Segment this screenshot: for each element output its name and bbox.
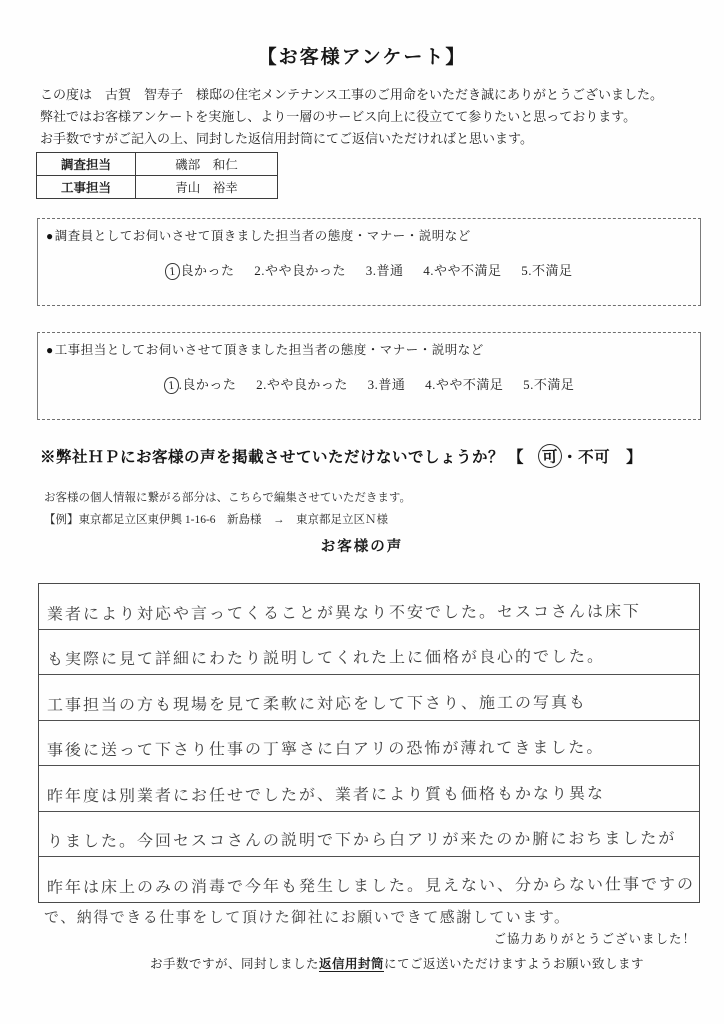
rating-option: 3.普通 [365, 263, 404, 278]
rating-option: 5.不満足 [523, 377, 575, 392]
voice-handwriting-box [38, 583, 700, 903]
survey-question-text: 調査員としてお伺いさせて頂きました担当者の態度・マナー・説明など [54, 229, 471, 243]
selected-label: 良かった [182, 377, 237, 392]
survey-box-investigator [37, 218, 701, 306]
intro-line-1: この度は 古賀 智寿子 様邸の住宅メンテナンス工事のご用命をいただき誠にありがとうございました。 [40, 87, 663, 102]
edit-example: 【例】東京都足立区東伊興 1-16-6 新島様 → 東京都足立区Ｎ様 [44, 514, 389, 526]
rating-option: 3.普通 [367, 377, 406, 392]
survey-question [38, 333, 700, 358]
staff-role-label: 工事担当 [37, 176, 136, 199]
handwritten-line [39, 584, 699, 630]
handwritten-text: 事後に送って下さり仕事の丁寧さに白アリの恐怖が薄れてきました。 [46, 737, 605, 760]
handwritten-text: も実際に見て詳細にわたり説明してくれた上に価格が良心的でした。 [46, 646, 606, 669]
privacy-note: お客様の個人情報に繋がる部分は、こちらで編集させていただきます。 [44, 492, 411, 504]
handwritten-text: で、納得できる仕事をして頂けた御社にお願いできて感謝しています。 [44, 908, 571, 926]
voice-heading: お客様の声 [320, 539, 404, 555]
handwritten-line [39, 675, 699, 721]
request-pre-text: お手数ですが、同封しました [149, 957, 319, 971]
handwritten-text: 工事担当の方も現場を見て柔軟に対応をして下さり、施工の写真も [46, 692, 588, 715]
selected-circle-mark: 1 [163, 376, 179, 394]
bullet-icon: ● [46, 229, 54, 243]
bracket-close: 】 [626, 449, 643, 466]
thanks-message: ご協力ありがとうございました！ [493, 932, 696, 946]
deny-option: 不可 [578, 449, 611, 466]
bullet-icon: ● [46, 343, 54, 357]
hp-question-text: ※弊社ＨＰにお客様の声を掲載させていただけないでしょうか？ [40, 449, 505, 466]
rating-options [38, 374, 700, 394]
page-title: 【お客様アンケート】 [257, 47, 467, 68]
rating-option: 4.やや不満足 [425, 377, 504, 392]
handwritten-text: 業者により対応や言ってくることが異なり不安でした。セスコさんは床下 [46, 601, 642, 624]
allow-option-circled: 可 [538, 444, 563, 469]
intro-line-2: 弊社ではお客様アンケートを実施し、より一層のサービス向上に役立てて参りたいと思っております。 [40, 109, 637, 124]
return-request-line [0, 954, 724, 972]
selected-circle-mark: 1 [165, 262, 181, 280]
intro-paragraph [40, 84, 700, 150]
return-envelope-emphasis: 返信用封筒 [318, 957, 384, 971]
handwritten-line [39, 857, 699, 902]
survey-box-construction [37, 332, 701, 420]
rating-option: 4.やや不満足 [423, 263, 502, 278]
survey-question-text: 工事担当としてお伺いさせて頂きました担当者の態度・マナー・説明など [54, 343, 484, 357]
handwritten-text: 昨年は床上のみの消毒で今年も発生しました。見えない、分からない仕事ですの [46, 874, 696, 897]
intro-line-3: お手数ですがご記入の上、同封した返信用封筒にてご返信いただければと思います。 [40, 131, 533, 146]
bracket-open: 【 [508, 449, 525, 466]
handwritten-line [39, 812, 699, 858]
selected-label: 良かった [180, 263, 235, 278]
hp-permission-question [40, 444, 714, 468]
handwritten-line [39, 766, 699, 812]
staff-name: 青山 裕幸 [136, 176, 278, 199]
survey-question [38, 219, 700, 244]
selected-punct: . [178, 377, 183, 392]
option-separator: ・ [562, 449, 579, 466]
staff-name: 磯部 和仁 [136, 153, 278, 176]
handwritten-overflow-line [44, 906, 714, 927]
handwritten-text: 昨年度は別業者にお任せでしたが、業者により質も価格もかなり異な [46, 783, 606, 806]
staff-role-label: 調査担当 [37, 153, 136, 176]
rating-option: 5.不満足 [521, 263, 573, 278]
staff-table [36, 152, 278, 199]
rating-option: 2.やや良かった [256, 377, 348, 392]
hp-permission-notes [44, 487, 700, 531]
rating-option-selected [165, 263, 234, 278]
handwritten-text: りました。今回セスコさんの説明で下から白アリが来たのか腑におちましたが [46, 828, 677, 852]
table-row [37, 176, 278, 199]
handwritten-line [39, 721, 699, 767]
rating-option: 2.やや良かった [254, 263, 346, 278]
request-post-text: にてご返送いただけますようお願い致します [384, 957, 645, 971]
rating-options [38, 260, 700, 280]
table-row [37, 153, 278, 176]
handwritten-line [39, 630, 699, 676]
rating-option-selected [164, 377, 237, 392]
